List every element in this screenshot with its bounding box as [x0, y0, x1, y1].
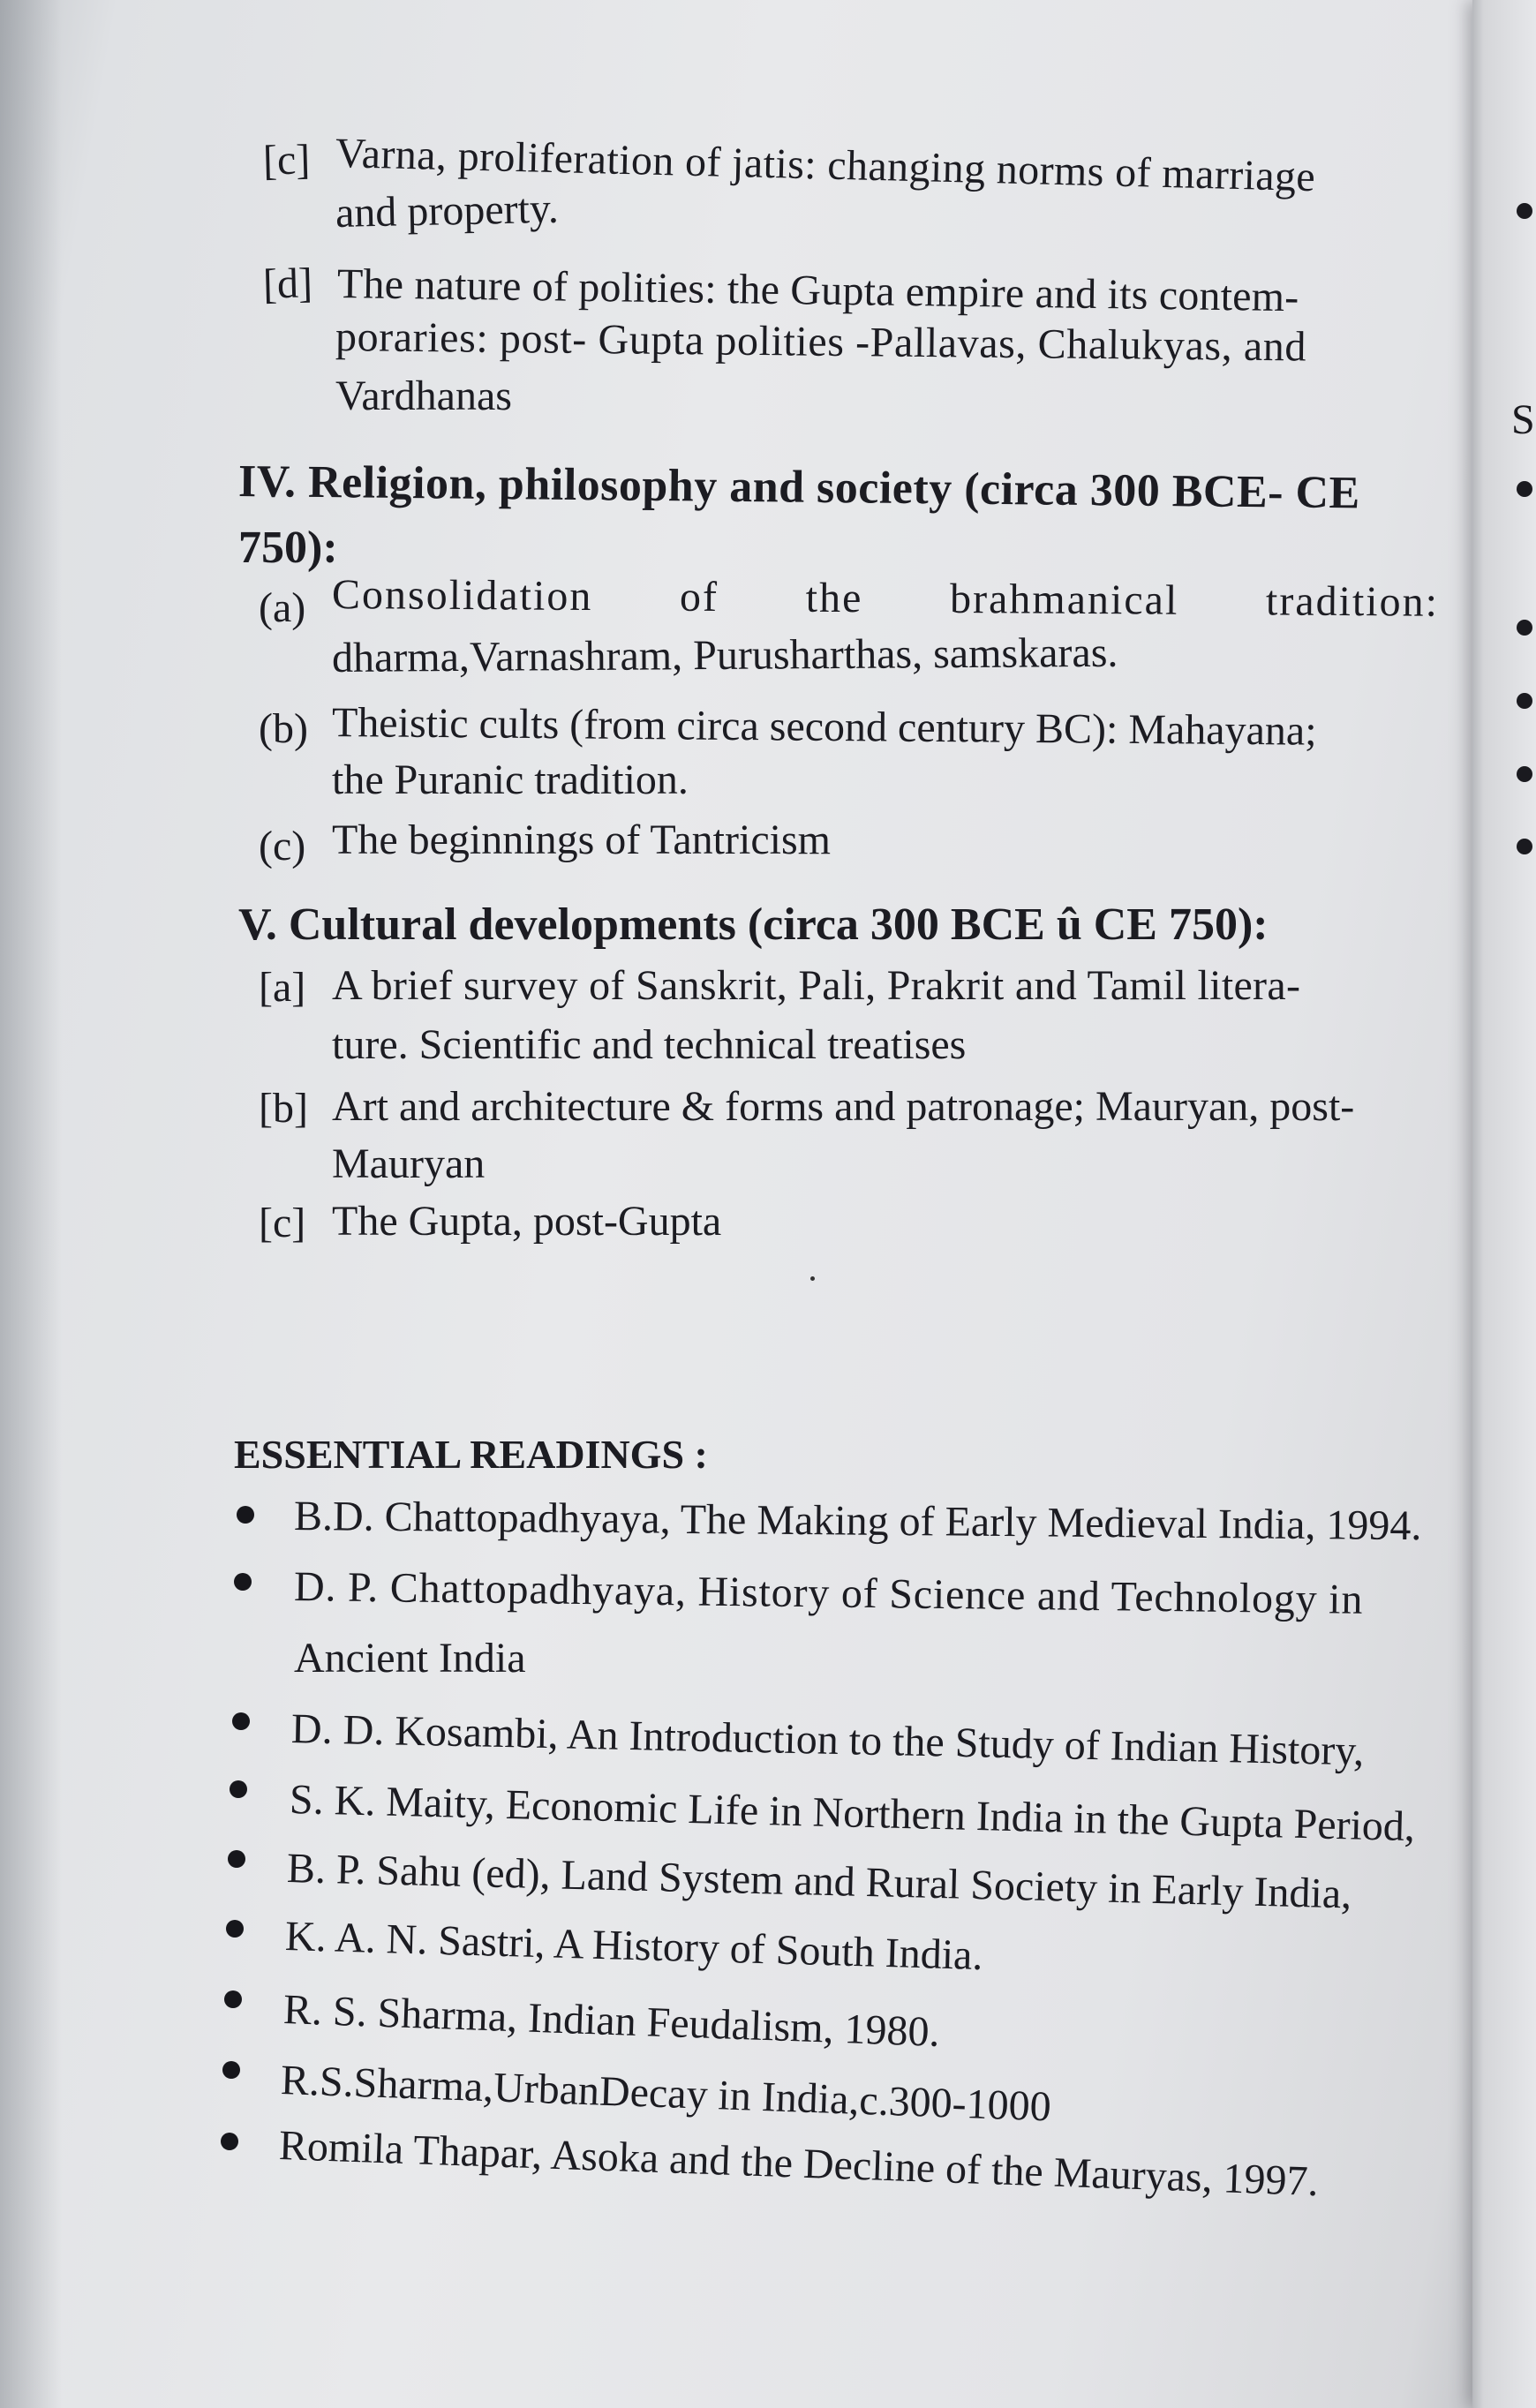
section-iv-a-word: brahmanical	[949, 575, 1179, 624]
section-v-b-line2: Mauryan	[332, 1140, 486, 1187]
bullet-icon	[230, 1780, 247, 1798]
reading-item-2-line1: D. P. Chattopadhyaya, History of Science and Technology in	[293, 1563, 1364, 1623]
reading-item-4: S. K. Maity, Economic Life in Northern India in the Gupta Period,	[289, 1776, 1416, 1851]
section-v-c-label: [c]	[259, 1200, 306, 1246]
item-d-line2: poraries: post- Gupta polities -Pallavas, Chalukyas, and	[335, 313, 1307, 371]
section-v-b-label: [b]	[259, 1085, 308, 1132]
section-iv-b-label: (b)	[259, 705, 308, 752]
section-v-a-line2: ture. Scientific and technical treatises	[332, 1021, 967, 1068]
reading-item-8: R.S.Sharma,UrbanDecay in India,c.300-1000	[280, 2057, 1052, 2131]
section-iv-heading-line2: 750):	[238, 523, 338, 573]
item-d-line1: The nature of polities: the Gupta empire and its contem-	[336, 260, 1299, 321]
item-c-line2: and property.	[335, 184, 560, 237]
item-d-line3: Vardhanas	[335, 372, 512, 419]
section-v-heading: V. Cultural developments (circa 300 BCE û CE 750):	[238, 899, 1269, 950]
bullet-icon	[221, 2133, 238, 2150]
section-iv-c-label: (c)	[259, 823, 306, 869]
section-iv-a-word: tradition:	[1265, 577, 1440, 626]
adjacent-bullet-icon	[1517, 693, 1532, 709]
item-c-line1: Varna, proliferation of jatis: changing norms of marriage	[335, 130, 1316, 201]
section-iv-a-word: the	[805, 574, 863, 622]
section-v-a-line1: A brief survey of Sanskrit, Pali, Prakrit and Tamil litera-	[332, 962, 1301, 1009]
adjacent-bullet-icon	[1517, 481, 1532, 497]
reading-item-3: D. D. Kosambi, An Introduction to the Study of Indian History,	[290, 1705, 1365, 1775]
item-d-label: [d]	[262, 260, 313, 308]
bullet-icon	[232, 1712, 250, 1730]
section-v-b-line1: Art and architecture & forms and patronage; Mauryan, post-	[332, 1083, 1355, 1130]
section-iv-a-line1	[331, 571, 1440, 626]
reading-item-2-line2: Ancient India	[294, 1635, 526, 1682]
reading-item-1: B.D. Chattopadhyaya, The Making of Early Medieval India, 1994.	[293, 1493, 1422, 1550]
reading-item-5: B. P. Sahu (ed), Land System and Rural Society in Early India,	[286, 1845, 1352, 1918]
section-iv-a-label: (a)	[259, 584, 306, 631]
section-iv-heading-line1: IV. Religion, philosophy and society (circa 300 BCE- CE	[237, 456, 1361, 519]
adjacent-bullet-icon	[1517, 203, 1532, 219]
paper-speck	[810, 1276, 815, 1281]
section-iv-a-word: Consolidation	[331, 571, 593, 621]
item-c-label: [c]	[262, 136, 311, 184]
bullet-icon	[226, 1920, 244, 1938]
bullet-icon	[234, 1573, 252, 1591]
essential-readings-heading: ESSENTIAL READINGS :	[234, 1432, 708, 1477]
section-v-a-label: [a]	[259, 964, 306, 1011]
adjacent-bullet-icon	[1517, 839, 1532, 854]
reading-item-7: R. S. Sharma, Indian Feudalism, 1980.	[282, 1986, 941, 2056]
reading-item-6: K. A. N. Sastri, A History of South India.	[284, 1913, 984, 1980]
section-iv-b-line1: Theistic cults (from circa second century BC): Mahayana;	[331, 699, 1317, 755]
adjacent-page-fragment: S	[1511, 396, 1535, 443]
section-iv-a-line2: dharma,Varnashram, Purusharthas, samskaras.	[331, 628, 1118, 681]
adjacent-page-edge	[1472, 0, 1536, 2408]
bullet-icon	[228, 1850, 245, 1868]
section-iv-c-line1: The beginnings of Tantricism	[332, 816, 831, 863]
reading-item-9: Romila Thapar, Asoka and the Decline of the Mauryas, 1997.	[278, 2122, 1320, 2206]
bullet-icon	[222, 2061, 240, 2079]
adjacent-bullet-icon	[1517, 620, 1532, 636]
section-iv-b-line2: the Puranic tradition.	[332, 756, 689, 803]
adjacent-bullet-icon	[1517, 766, 1532, 782]
bullet-icon	[237, 1506, 254, 1524]
section-iv-a-word: of	[679, 573, 719, 621]
bullet-icon	[224, 1990, 242, 2008]
section-v-c-line1: The Gupta, post-Gupta	[332, 1198, 722, 1245]
